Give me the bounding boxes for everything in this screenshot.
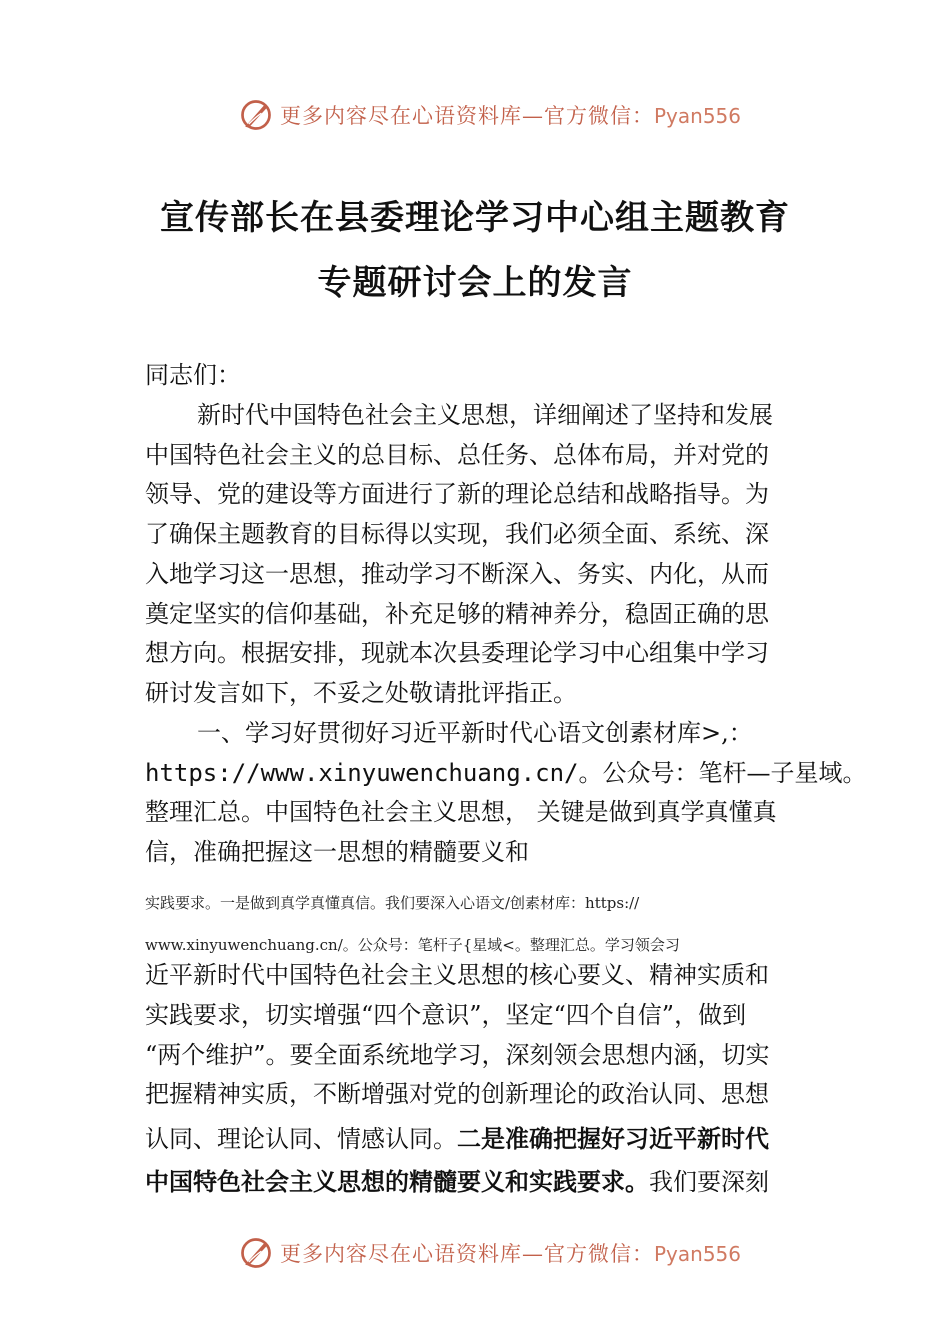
paragraph-line: 入地学习这一思想，推动学习不断深入、务实、内化，从而 [145,560,769,588]
paragraph-line: 整理汇总。中国特色社会主义思想， 关键是做到真学真懂真 [145,798,777,826]
paragraph-line: 中国特色社会主义思想的精髓要义和实践要求。我们要深刻 [145,1168,769,1196]
paragraph-line: 奠定坚实的信仰基础，补充足够的精神养分，稳固正确的思 [145,600,769,628]
paragraph-line: 新时代中国特色社会主义思想，详细阐述了坚持和发展 [197,401,773,429]
banner-text: 更多内容尽在心语资料库—官方微信：Pyan556 [280,1242,742,1266]
footer-banner [0,1233,950,1273]
paragraph-line: “两个维护”。要全面系统地学习，深刻领会思想内涵，切实 [145,1041,770,1069]
banner-account: Pyan556 [654,1242,742,1266]
banner-account: Pyan556 [654,104,742,128]
quill-logo-icon [238,97,274,133]
paragraph-line: 实践要求，切实增强“四个意识”，坚定“四个自信”，做到 [145,1001,747,1029]
paragraph-line: 信，准确把握这一思想的精髓要义和 [145,838,529,866]
paragraph-line: 了确保主题教育的目标得以实现，我们必须全面、系统、深 [145,520,769,548]
paragraph-line: 近平新时代中国特色社会主义思想的核心要义、精神实质和 [145,961,769,989]
paragraph-line: 想方向。根据安排，现就本次县委理论学习中心组集中学习 [145,639,769,667]
url-line: https://www.xinyuwenchuang.cn/。公众号：笔杆—子星域。 [145,759,867,787]
bold-emphasis: 中国特色社会主义思想的精髓要义和实践要求。 [145,1168,649,1196]
paragraph-line: 把握精神实质，不断增强对党的创新理论的政治认同、思想 [145,1080,769,1108]
document-title-line2: 专题研讨会上的发言 [317,263,633,303]
quill-logo-icon [238,1235,274,1271]
paragraph-line: 研讨发言如下，不妥之处敬请批评指正。 [145,679,577,707]
website-link[interactable]: https://www.xinyuwenchuang.cn/ [145,759,579,787]
paragraph-line: 认同、理论认同、情感认同。二是准确把握好习近平新时代 [145,1125,769,1153]
bold-emphasis: 二是准确把握好习近平新时代 [457,1125,769,1153]
small-print-line: www.xinyuwenchuang.cn/。公众号：笔杆子{星域<。整理汇总。学习领会习 [145,936,680,954]
paragraph-line: 领导、党的建设等方面进行了新的理论总结和战略指导。为 [145,480,769,508]
salutation: 同志们： [145,361,241,389]
small-print-line: 实践要求。一是做到真学真懂真信。我们要深入心语文/创素材库：https:// [145,894,640,912]
section-heading: 一、学习好贯彻好习近平新时代心语文创素材库>,： [197,719,753,747]
banner-text: 更多内容尽在心语资料库—官方微信：Pyan556 [280,104,742,128]
document-title-line1: 宣传部长在县委理论学习中心组主题教育 [160,198,790,238]
header-banner [0,95,950,135]
paragraph-line: 中国特色社会主义的总目标、总任务、总体布局，并对党的 [145,441,769,469]
